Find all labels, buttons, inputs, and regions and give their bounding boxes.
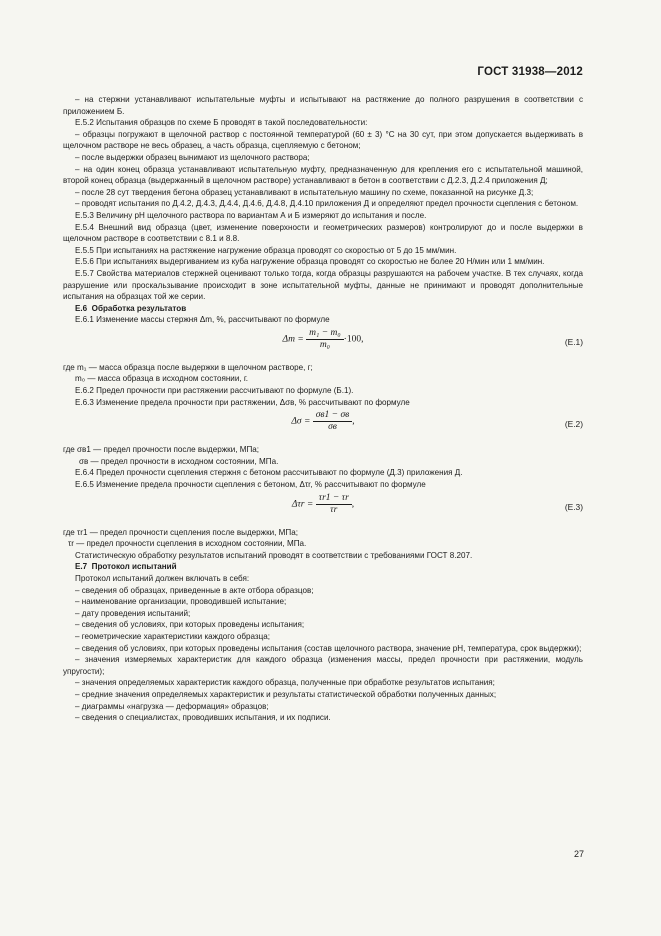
paragraph: Е.5.6 При испытаниях выдергиванием из куба нагружение образца проводят со скоростью не более 20 Н/мин или 1 мм/мин. (75, 257, 545, 267)
formula-lhs: Δτr = (291, 499, 314, 510)
list-item: – диаграммы «нагрузка — деформация» образцов; (75, 701, 269, 711)
list-item: – сведения об условиях, при которых проведены испытания; (75, 620, 305, 630)
formula-e3 (63, 493, 583, 523)
where-line: τr — предел прочности сцепления в исходном состоянии, МПа. (68, 539, 307, 549)
paragraph: Е.5.2 Испытания образцов по схеме Б проводят в такой последовательности: (75, 118, 368, 128)
clause-e64: Е.6.4 Предел прочности сцепления стержня с бетоном рассчитывают по формуле (Д.3) приложения Д. (75, 468, 463, 478)
formula-fraction: $\frac{\tau r1 - \tau r}{\tau r}$ (316, 493, 352, 516)
formula-lhs: Δm = (282, 334, 304, 345)
section-heading-e6: Е.6 Обработка результатов (75, 303, 187, 313)
paragraph: – после выдержки образец вынимают из щелочного раствора; (75, 152, 310, 162)
list-item: – сведения о специалистах, проводивших испытания, и их подписи. (75, 713, 331, 723)
paragraph: – образцы погружают в щелочной раствор с постоянной температурой (60 ± 3) °С на 30 сут, при этом допускается выдерживать в щелочном растворе не весь образец, а часть образца, сцепляемую с бетоном; (63, 129, 583, 151)
formula-fraction: $\frac{\sigma в1 - \sigma в}{\sigma в}$ (313, 410, 353, 433)
formula-number: (Е.1) (564, 336, 583, 347)
paragraph: Е.5.7 Свойства материалов стержней оценивают только тогда, когда образцы разрушаются на рабочем участке. В тех случаях, когда разрушение или проскальзывание происходит в зоне испытательной муфты, данные не принимают и проводят дополнительные испытания на образцах той же серии. (63, 268, 583, 302)
page-content (63, 94, 583, 724)
paragraph: Е.5.4 Внешний вид образца (цвет, изменение поверхности и геометрических размеров) контролируют до и после выдержки в щелочном растворе в соответствии с 8.1 и 8.8. (63, 222, 583, 244)
paragraph: Е.5.5 При испытаниях на растяжение нагружение образца проводят со скоростью от 5 до 15 мм/мин. (75, 245, 457, 255)
paragraph: – проводят испытания по Д.4.2, Д.4.3, Д.4.4, Д.4.6, Д.4.8, Д.4.10 приложения Д и определяют предел прочности сцепления с бетоном. (75, 199, 579, 209)
list-item: – наименование организации, проводившей испытание; (75, 597, 287, 607)
formula-fraction: $\frac{\text{m₁ − m₀}}{\text{m₀}}$ (306, 328, 344, 351)
list-item: – сведения об условиях, при которых проведены испытания (состав щелочного раствора, значение рН, температура, срок выдержки); (75, 643, 582, 653)
list-item: – значения определяемых характеристик каждого образца, полученные при обработке результатов испытания; (75, 678, 495, 688)
protocol-intro: Протокол испытаний должен включать в себя: (75, 574, 250, 583)
formula-number: (Е.2) (564, 419, 583, 430)
list-item: – средние значения определяемых характеристик и результаты статистической обработки полученных данных; (75, 689, 497, 699)
statistics-note: Статистическую обработку результатов испытаний проводят в соответствии с требованиями ГОСТ 8.207. (75, 550, 473, 560)
clause-e62: Е.6.2 Предел прочности при растяжении рассчитывают по формуле (Б.1). (75, 386, 354, 396)
clause-e63: Е.6.3 Изменение предела прочности при растяжении, Δσв, % рассчитывают по формуле (75, 397, 410, 407)
list-item: – значения измеряемых характеристик для каждого образца (изменения массы, предел прочности при растяжении, модуль упругости); (63, 655, 583, 676)
paragraph: – после 28 сут твердения бетона образец устанавливают в испытательную машину по схеме, показанной на рисунке Д.3; (75, 187, 534, 197)
where-line: m₀ — масса образца в исходном состоянии, г. (75, 374, 249, 384)
clause-e61: Е.6.1 Изменение массы стержня Δm, %, рассчитывают по формуле (75, 315, 330, 325)
section-heading-e7: Е.7 Протокол испытаний (75, 562, 177, 572)
list-item: – геометрические характеристики каждого образца; (75, 631, 270, 641)
where-line: σв — предел прочности в исходном состоянии, МПа. (79, 456, 279, 466)
paragraph: – на стержни устанавливают испытательные муфты и испытывают на растяжение до полного разрушения в соответствии с приложением Б. (63, 95, 583, 116)
document-header: ГОСТ 31938—2012 (477, 66, 583, 78)
where-line: где m₁ — масса образца после выдержки в щелочном растворе, г; (63, 362, 313, 372)
where-line: где τr1 — предел прочности сцепления после выдержки, МПа; (63, 527, 298, 537)
paragraph: Е.5.3 Величину рН щелочного раствора по вариантам А и Б измеряют до испытания и после. (75, 210, 427, 220)
clause-e65: Е.6.5 Изменение предела прочности сцепления с бетоном, Δτr, % рассчитывают по формуле (75, 480, 426, 490)
formula-tail: , (351, 499, 355, 510)
where-line: где σв1 — предел прочности после выдержки, МПа; (63, 445, 260, 455)
paragraph: – на один конец образца устанавливают испытательную муфту, предназначенную для крепления его с испытательной машиной, второй конец образца (выдержанный в щелочном растворе) устанавливают в бетон в соответствии с Д.2.3, Д.2.4 приложения Д; (63, 164, 583, 186)
list-item: – дату проведения испытаний; (75, 608, 191, 618)
formula-lhs: Δσ = (291, 416, 311, 427)
formula-number: (Е.3) (564, 501, 583, 512)
formula-tail: ·100, (343, 334, 364, 345)
formula-tail: , (352, 416, 355, 427)
formula-e2 (63, 410, 583, 440)
formula-e1 (63, 328, 583, 358)
list-item: – сведения об образцах, приведенные в акте отбора образцов; (75, 585, 314, 595)
page-number: 27 (574, 849, 585, 859)
